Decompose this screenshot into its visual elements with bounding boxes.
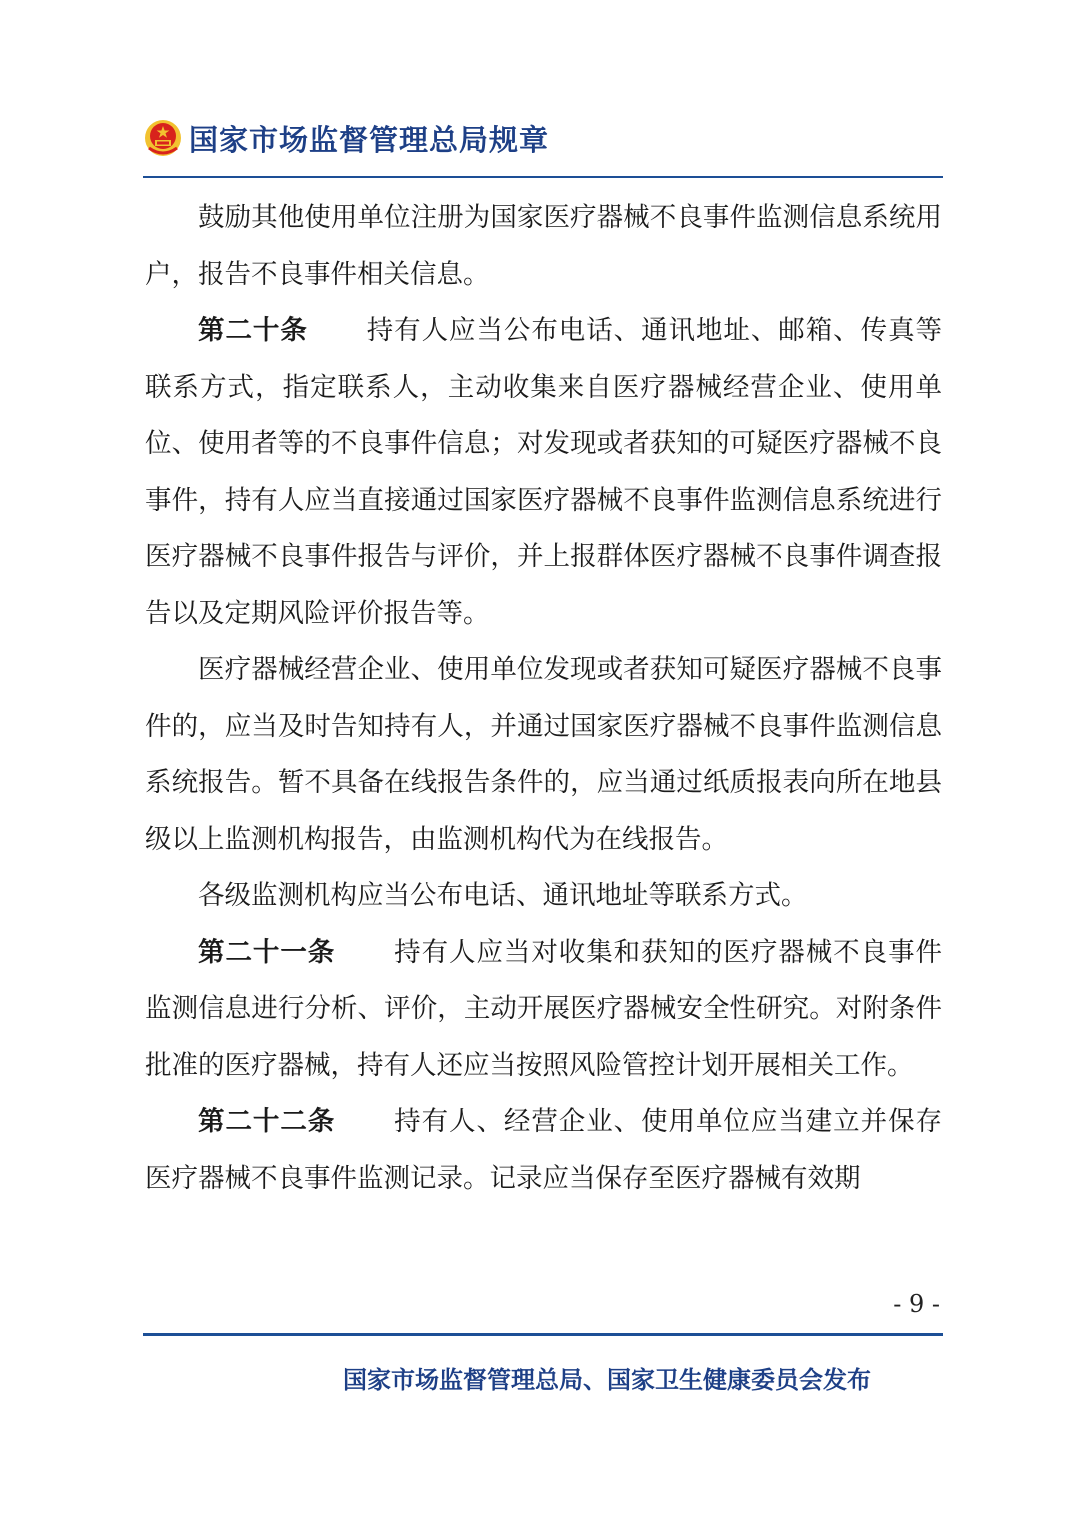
footer-publisher: 国家市场监督管理总局、国家卫生健康委员会发布 — [343, 1366, 871, 1394]
article-number: 第二十一条 — [198, 936, 336, 968]
article-number: 第二十条 — [198, 315, 308, 346]
header-divider — [143, 176, 943, 178]
document-header — [143, 112, 943, 164]
article-number: 第二十二条 — [198, 1106, 336, 1137]
paragraph: 鼓励其他使用单位注册为国家医疗器械不良事件监测信息系统用户，报告不良事件相关信息。 — [145, 202, 942, 290]
paragraph: 医疗器械经营企业、使用单位发现或者获知可疑医疗器械不良事件的，应当及时告知持有人，并通过国家医疗器械不良事件监测信息系统报告。暂不具备在线报告条件的，应当通过纸质报表向所在地县级以上监测机构报告，由监测机构代为在线报告。 — [145, 654, 942, 855]
paragraph: 第二十条 持有人应当公布电话、通讯地址、邮箱、传真等联系方式，指定联系人，主动收集来自医疗器械经营企业、使用单位、使用者等的不良事件信息；对发现或者获知的可疑医疗器械不良事件，持有人应当直接通过国家医疗器械不良事件监测信息系统进行医疗器械不良事件报告与评价，并上报群体医疗器械不良事件调查报告以及定期风险评价报告等。 — [145, 315, 943, 629]
paragraph: 第二十一条 持有人应当对收集和获知的医疗器械不良事件监测信息进行分析、评价，主动开展医疗器械安全性研究。对附条件批准的医疗器械，持有人还应当按照风险管控计划开展相关工作。 — [145, 936, 943, 1081]
header-title: 国家市场监督管理总局规章 — [189, 122, 550, 157]
paragraph: 第二十二条 持有人、经营企业、使用单位应当建立并保存医疗器械不良事件监测记录。记录应当保存至医疗器械有效期 — [145, 1106, 943, 1194]
footer-divider — [143, 1333, 943, 1336]
document-body — [145, 190, 942, 1207]
national-emblem-icon — [143, 118, 183, 158]
page-number: - 9 - — [893, 1290, 940, 1318]
paragraph: 各级监测机构应当公布电话、通讯地址等联系方式。 — [198, 880, 808, 911]
